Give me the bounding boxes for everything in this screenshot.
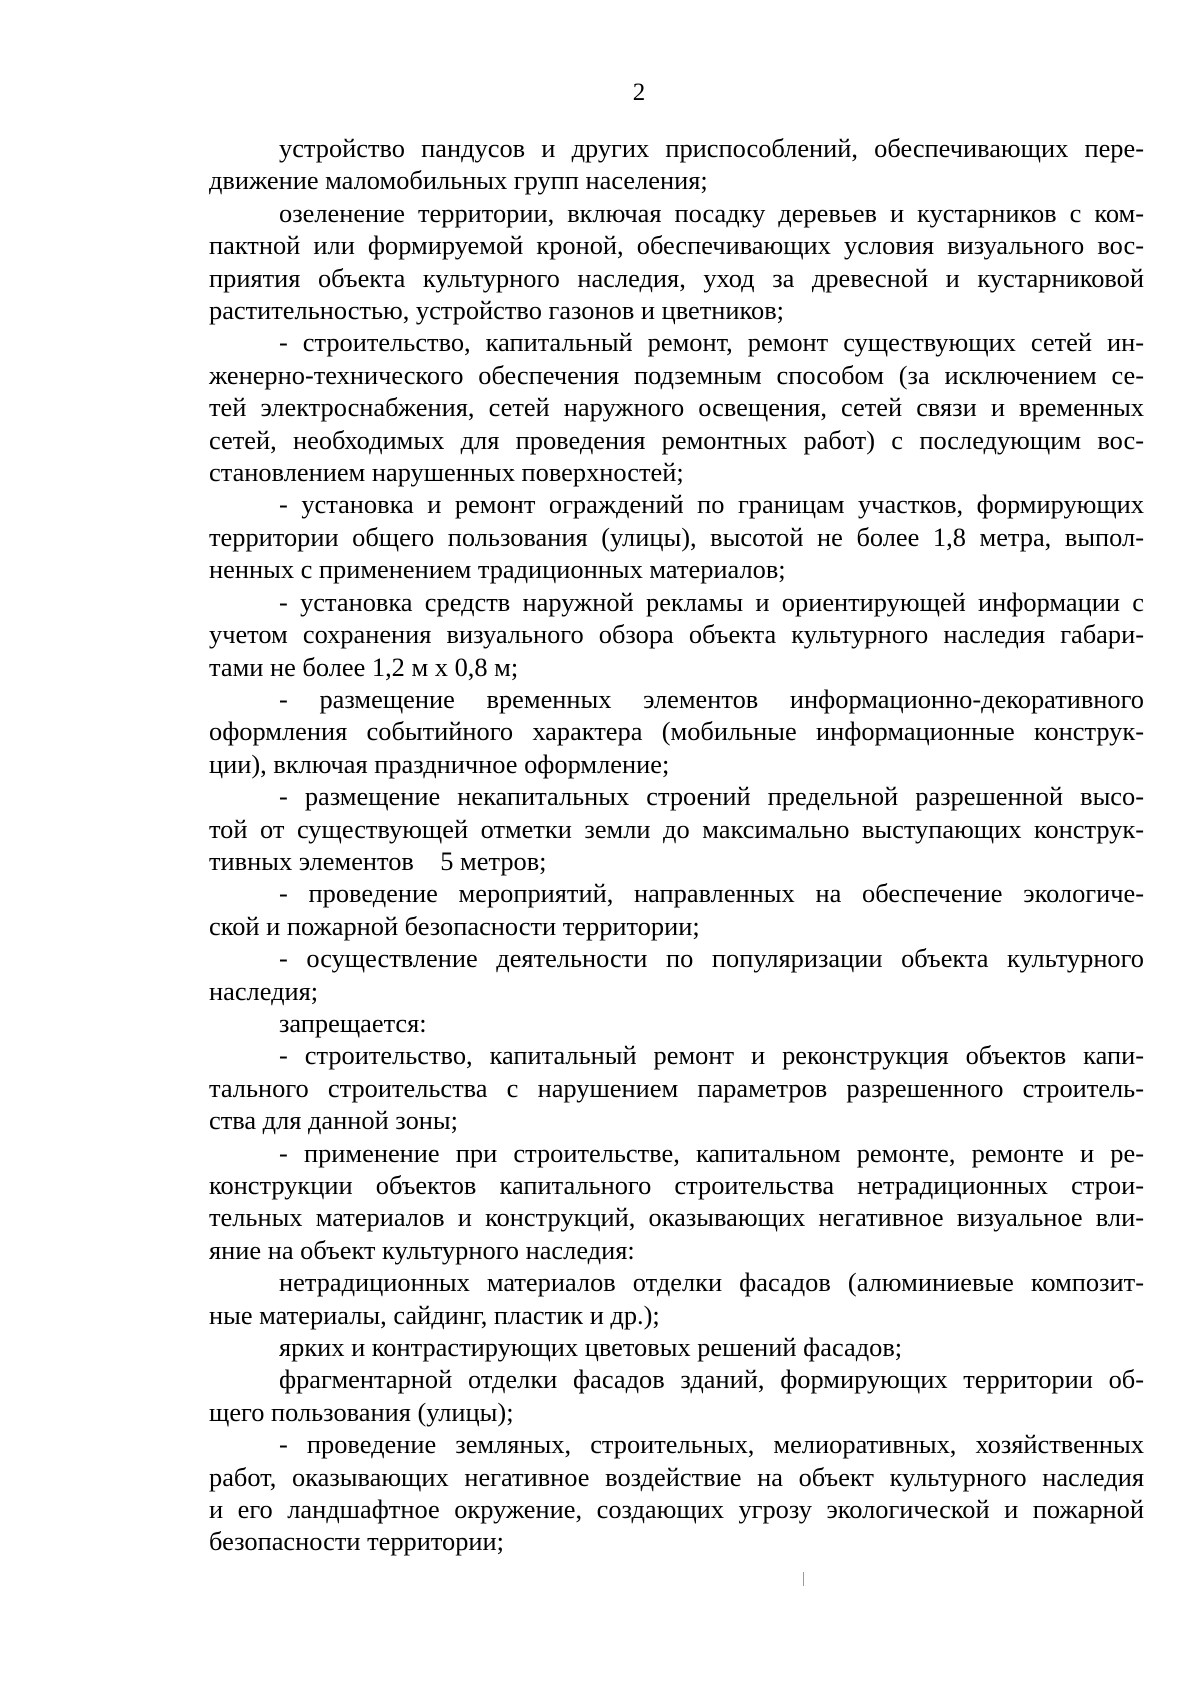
text-line: безопасности территории; bbox=[209, 1526, 504, 1557]
text-line: и его ландшафтное окружение, создающих угрозу экологической и пожарной bbox=[209, 1494, 1144, 1525]
paragraph bbox=[209, 942, 1144, 1007]
text-line: территории общего пользования (улицы), высотой не более 1,8 метра, выпол- bbox=[209, 521, 1144, 552]
text-line: ненных с применением традиционных материалов; bbox=[209, 554, 786, 585]
text-line: фрагментарной отделки фасадов зданий, формирующих территории об- bbox=[279, 1364, 1144, 1395]
text-line: - осуществление деятельности по популяризации объекта культурного bbox=[279, 943, 1144, 974]
paragraph bbox=[209, 132, 1144, 197]
text-line: - строительство, капитальный ремонт, ремонт существующих сетей ин- bbox=[279, 327, 1144, 358]
text-line: - размещение временных элементов информационно-декоративного bbox=[279, 683, 1144, 714]
paragraph bbox=[209, 1007, 1144, 1039]
paragraph bbox=[209, 326, 1144, 488]
text-line: женерно-технического обеспечения подземным способом (за исключением се- bbox=[209, 359, 1144, 390]
text-line: - строительство, капитальный ремонт и реконструкция объектов капи- bbox=[279, 1040, 1144, 1071]
text-line: тельных материалов и конструкций, оказывающих негативное визуальное вли- bbox=[209, 1202, 1144, 1233]
paragraph bbox=[209, 1331, 1144, 1363]
paragraph bbox=[209, 780, 1144, 877]
paragraph bbox=[209, 586, 1144, 683]
text-line: сетей, необходимых для проведения ремонтных работ) с последующим вос- bbox=[209, 424, 1144, 455]
text-line: - установка средств наружной рекламы и ориентирующей информации с bbox=[279, 586, 1144, 617]
text-line: - проведение земляных, строительных, мелиоративных, хозяйственных bbox=[279, 1429, 1144, 1460]
text-line: озеленение территории, включая посадку деревьев и кустарников с ком- bbox=[279, 197, 1144, 228]
text-line: ярких и контрастирующих цветовых решений фасадов; bbox=[279, 1332, 903, 1363]
text-line: ные материалы, сайдинг, пластик и др.); bbox=[209, 1299, 660, 1330]
text-line: устройство пандусов и других приспособлений, обеспечивающих пере- bbox=[279, 133, 1144, 163]
text-line: ции), включая праздничное оформление; bbox=[209, 748, 670, 779]
text-line: той от существующей отметки земли до максимально выступающих конструк- bbox=[209, 813, 1144, 844]
text-line: щего пользования (улицы); bbox=[209, 1396, 514, 1427]
paragraph bbox=[209, 877, 1144, 942]
text-line: оформления событийного характера (мобильные информационные конструк- bbox=[209, 716, 1144, 747]
text-line: тивных элементов 5 метров; bbox=[209, 845, 547, 876]
paragraph bbox=[209, 1363, 1144, 1428]
text-line: тального строительства с нарушением параметров разрешенного строитель- bbox=[209, 1072, 1144, 1103]
text-line: конструкции объектов капитального строительства нетрадиционных строи- bbox=[209, 1170, 1144, 1200]
text-line: приятия объекта культурного наследия, уход за древесной и кустарниковой bbox=[209, 262, 1144, 293]
text-line: наследия; bbox=[209, 975, 319, 1006]
text-line: ства для данной зоны; bbox=[209, 1105, 458, 1136]
paragraph bbox=[209, 488, 1144, 585]
text-line: ской и пожарной безопасности территории; bbox=[209, 910, 700, 941]
paragraph bbox=[209, 1428, 1144, 1558]
document-body bbox=[209, 132, 1144, 1558]
paragraph bbox=[209, 683, 1144, 780]
text-line: тами не более 1,2 м х 0,8 м; bbox=[209, 651, 519, 682]
text-line: растительностью, устройство газонов и цветников; bbox=[209, 295, 784, 326]
text-line: пактной или формируемой кроной, обеспечивающих условия визуального вос- bbox=[209, 230, 1144, 261]
paragraph bbox=[209, 197, 1144, 327]
text-line: работ, оказывающих негативное воздействие на объект культурного наследия bbox=[209, 1461, 1144, 1492]
text-line: нетрадиционных материалов отделки фасадов (алюминиевые композит- bbox=[279, 1267, 1144, 1298]
text-line: - размещение некапитальных строений предельной разрешенной высо- bbox=[279, 781, 1144, 812]
paragraph bbox=[209, 1137, 1144, 1267]
text-line: яние на объект культурного наследия: bbox=[209, 1234, 635, 1265]
paragraph bbox=[209, 1039, 1144, 1136]
text-line: запрещается: bbox=[279, 1007, 427, 1038]
page-number: 2 bbox=[632, 79, 646, 106]
scan-artifact-mark bbox=[803, 1572, 804, 1586]
text-line: тей электроснабжения, сетей наружного освещения, сетей связи и временных bbox=[209, 392, 1144, 423]
text-line: учетом сохранения визуального обзора объекта культурного наследия габари- bbox=[209, 619, 1144, 650]
text-line: - применение при строительстве, капитальном ремонте, ремонте и ре- bbox=[279, 1137, 1144, 1168]
text-line: - установка и ремонт ограждений по границам участков, формирующих bbox=[279, 489, 1144, 520]
paragraph bbox=[209, 1266, 1144, 1331]
text-line: - проведение мероприятий, направленных на обеспечение экологиче- bbox=[279, 878, 1144, 909]
text-line: движение маломобильных групп населения; bbox=[209, 165, 708, 196]
text-line: становлением нарушенных поверхностей; bbox=[209, 457, 684, 488]
